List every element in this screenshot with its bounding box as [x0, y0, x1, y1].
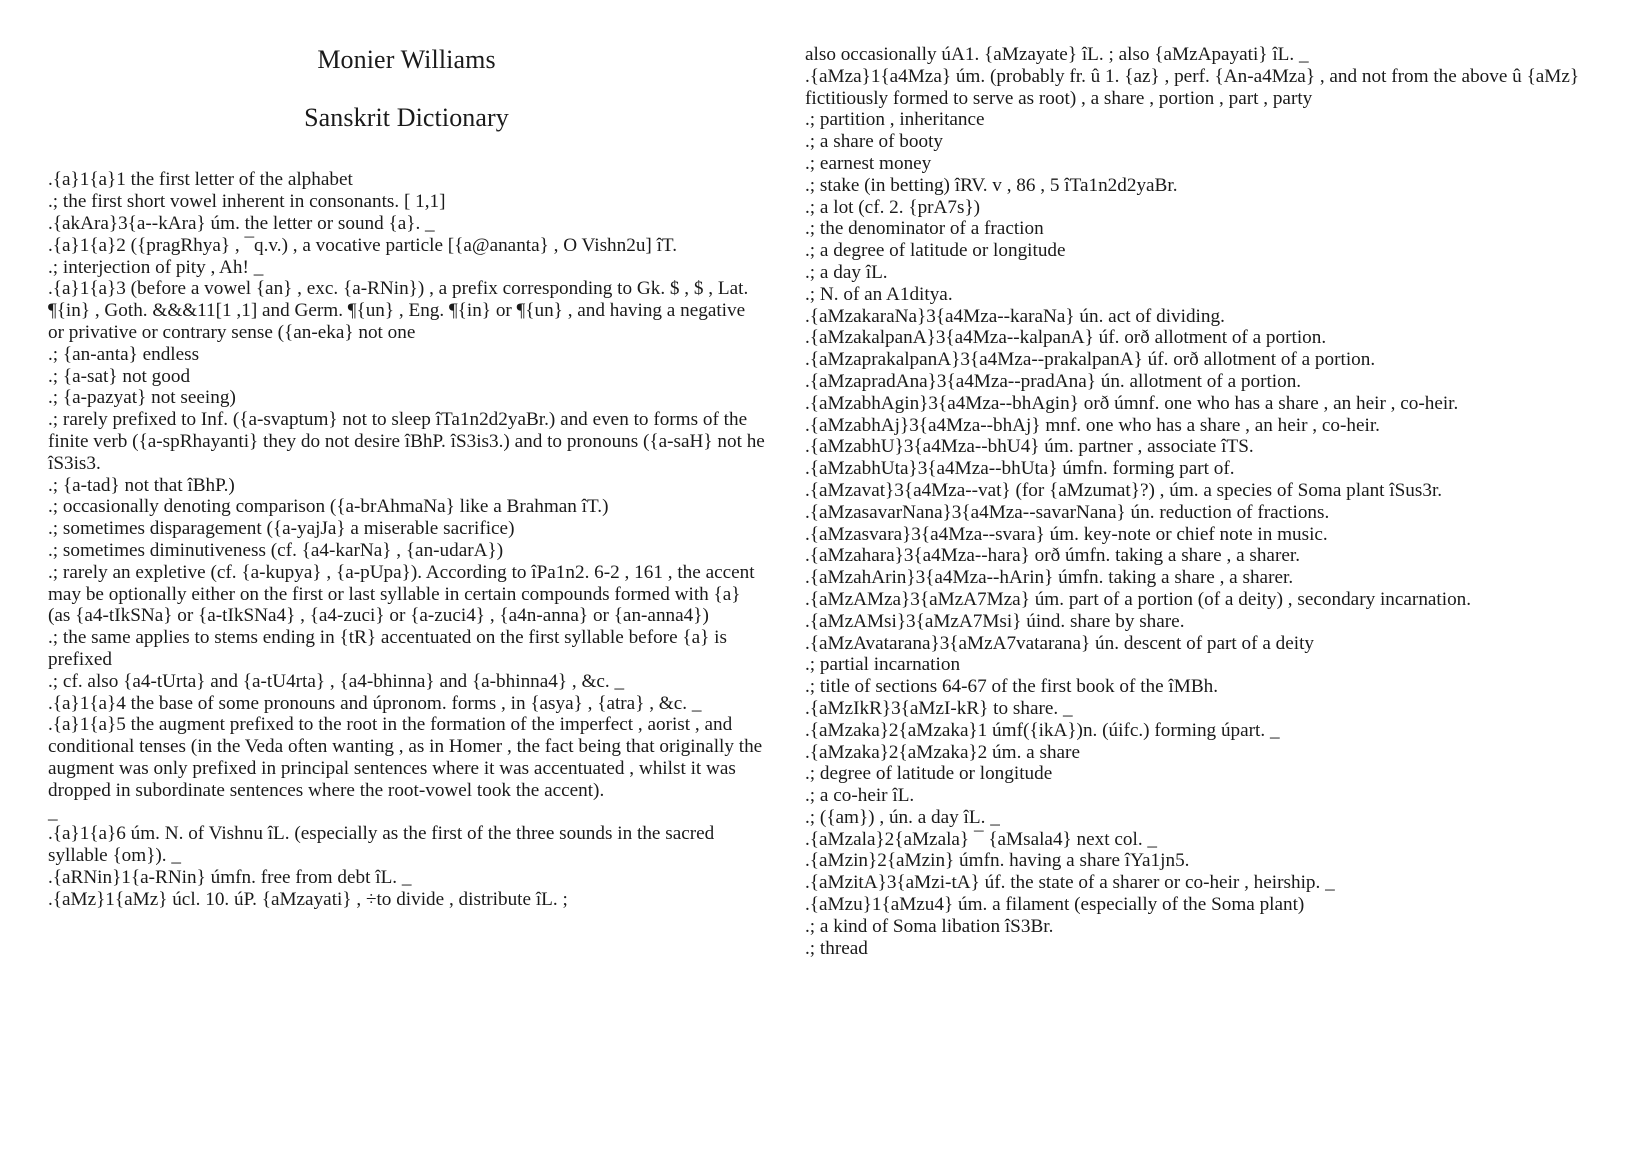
dictionary-entry: .{aMzasavarNana}3{a4Mza--savarNana} ún. reduction of fractions. — [805, 501, 1330, 523]
left-column — [0, 0, 805, 911]
dictionary-entry: .; a lot (cf. 2. {prA7s}) — [805, 196, 981, 218]
dictionary-entry: .{a}1{a}4 the base of some pronouns and úpronom. forms , in {asya} , {atra} , &c. _ — [48, 692, 702, 714]
dictionary-entry: .{aMzapradAna}3{a4Mza--pradAna} ún. allotment of a portion. — [805, 370, 1302, 392]
dictionary-entry: .{aMzAMza}3{aMzA7Mza} úm. part of a portion (of a deity) , secondary incarnation. — [805, 588, 1472, 610]
dictionary-entry: .; stake (in betting) îRV. v , 86 , 5 îTa1n2d2yaBr. — [805, 174, 1178, 196]
dictionary-entry: .; a kind of Soma libation îS3Br. — [805, 915, 1054, 937]
dictionary-entry: .{aMzu}1{aMzu4} úm. a filament (especially of the Soma plant) — [805, 894, 1305, 916]
right-column — [805, 0, 1650, 959]
dictionary-entry: .; a day îL. — [805, 261, 888, 283]
left-column-entries — [48, 169, 765, 910]
dictionary-entry: .; thread — [805, 937, 868, 959]
dictionary-entry: .{aMzahara}3{a4Mza--hara} orð úmfn. taking a share , a sharer. — [805, 545, 1300, 567]
dictionary-entry: .; interjection of pity , Ah! _ — [48, 256, 264, 278]
dictionary-entry: .{aMzabhAgin}3{a4Mza--bhAgin} orð úmnf. one who has a share , an heir , co-heir. — [805, 392, 1459, 414]
dictionary-entry: also occasionally úA1. {aMzayate} îL. ; also {aMzApayati} îL. _ — [805, 44, 1309, 65]
dictionary-entry: .; the denominator of a fraction — [805, 218, 1044, 240]
dictionary-entry: .; degree of latitude or longitude — [805, 763, 1053, 785]
dictionary-entry: .{aMzavat}3{a4Mza--vat} (for {aMzumat}?) , úm. a species of Soma plant îSus3r. — [805, 479, 1443, 501]
document-title-author: Monier Williams — [317, 45, 496, 74]
dictionary-entry: .; the same applies to stems ending in {tR} accentuated on the first syllable before {a} is prefixed — [48, 627, 727, 670]
dictionary-entry: .{a}1{a}2 ({pragRhya} , ¯q.v.) , a vocative particle [{a@ananta} , O Vishn2u] îT. — [48, 234, 678, 256]
dictionary-entry: .{akAra}3{a--kAra} úm. the letter or sound {a}. _ — [48, 213, 435, 235]
dictionary-entry: .; rarely prefixed to Inf. ({a-svaptum} not to sleep îTa1n2d2yaBr.) and even to forms of the finite verb ({a-spRhayanti} they do not desire îBhP. îS3is3.) and to pronouns ({a-saH} not he îS3is3. — [48, 409, 765, 474]
dictionary-entry: .{aMz}1{aMz} úcl. 10. úP. {aMzayati} , ÷to divide , distribute îL. ; — [48, 888, 568, 910]
dictionary-entry: .{aMzaka}2{aMzaka}2 úm. a share — [805, 741, 1080, 763]
dictionary-entry: .; sometimes diminutiveness (cf. {a4-karNa} , {an-udarA}) — [48, 539, 504, 561]
dictionary-entry: .; {a-tad} not that îBhP.) — [48, 474, 235, 496]
dictionary-entry: .; {a-sat} not good — [48, 365, 191, 387]
dictionary-entry: .{aMzakaraNa}3{a4Mza--karaNa} ún. act of dividing. — [805, 305, 1225, 327]
dictionary-entry: .{aMzaka}2{aMzaka}1 úmf({ikA})n. (úifc.) forming úpart. _ — [805, 719, 1280, 741]
dictionary-entry: .; a degree of latitude or longitude — [805, 240, 1066, 262]
dictionary-entry: .{aMzaprakalpanA}3{a4Mza--prakalpanA} úf. orð allotment of a portion. — [805, 349, 1376, 371]
dictionary-entry: .{aMza}1{a4Mza} úm. (probably fr. û 1. {az} , perf. {An-a4Mza} , and not from the above û {aMz} fictitiously formed to serve as root) , a share , portion , part , party — [805, 65, 1580, 109]
document-header — [48, 44, 765, 133]
dictionary-entry: .{aRNin}1{a-RNin} úmfn. free from debt îL. _ — [48, 866, 412, 888]
dictionary-entry: .; a co-heir îL. — [805, 785, 915, 807]
dictionary-entry: .{a}1{a}1 the first letter of the alphabet — [48, 169, 353, 191]
dictionary-entry: .{a}1{a}6 úm. N. of Vishnu îL. (especially as the first of the three sounds in the sacred syllable {om}). _ — [48, 823, 715, 867]
dictionary-entry: .{aMzIkR}3{aMzI-kR} to share. _ — [805, 697, 1073, 719]
document-title-subject: Sanskrit Dictionary — [304, 102, 509, 132]
dictionary-entry: .{aMzakalpanA}3{a4Mza--kalpanA} úf. orð allotment of a portion. — [805, 327, 1327, 349]
dictionary-entry: .; cf. also {a4-tUrta} and {a-tU4rta} , {a4-bhinna} and {a-bhinna4} , &c. _ — [48, 670, 625, 692]
dictionary-entry: .{aMzAvatarana}3{aMzA7vatarana} ún. descent of part of a deity — [805, 632, 1315, 654]
dictionary-entry: .; sometimes disparagement ({a-yajJa} a miserable sacrifice) — [48, 518, 515, 540]
dictionary-entry: .; earnest money — [805, 152, 932, 174]
dictionary-entry: .; N. of an A1ditya. — [805, 283, 953, 305]
dictionary-entry: .; title of sections 64-67 of the first book of the îMBh. — [805, 676, 1219, 698]
dictionary-entry: .; {an-anta} endless — [48, 343, 200, 365]
dictionary-entry: .{aMzAMsi}3{aMzA7Msi} úind. share by share. — [805, 610, 1185, 632]
dictionary-entry: .{aMzasvara}3{a4Mza--svara} úm. key-note or chief note in music. — [805, 523, 1328, 545]
dictionary-entry: .; a share of booty — [805, 131, 944, 153]
dictionary-entry: .{aMzitA}3{aMzi-tA} úf. the state of a sharer or co-heir , heirship. _ — [805, 872, 1335, 894]
dictionary-entry: .; {a-pazyat} not seeing) — [48, 387, 236, 409]
dictionary-entry: .{aMzahArin}3{a4Mza--hArin} úmfn. taking a share , a sharer. — [805, 567, 1294, 589]
dictionary-entry: .; the first short vowel inherent in consonants. [ 1,1] — [48, 191, 446, 213]
dictionary-entry: .; occasionally denoting comparison ({a-brAhmaNa} like a Brahman îT.) — [48, 496, 609, 518]
dictionary-entry: .; rarely an expletive (cf. {a-kupya} , {a-pUpa}). According to îPa1n2. 6-2 , 161 , the accent may be optionally either on the first or last syllable in certain compounds formed with {a} (as {a4-tIkSNa} or {a-tIkSNa4} , {a4-zuci} or {a-zuci4} , {a4n-anna} or {an-anna4}) — [48, 561, 755, 627]
dictionary-entry: .{aMzabhUta}3{a4Mza--bhUta} úmfn. forming part of. — [805, 458, 1235, 480]
dictionary-entry: _ — [48, 801, 58, 823]
dictionary-entry: .; partition , inheritance — [805, 109, 985, 131]
dictionary-entry: .{aMzin}2{aMzin} úmfn. having a share îYa1jn5. — [805, 850, 1190, 872]
dictionary-entry: .{a}1{a}3 (before a vowel {an} , exc. {a-RNin}) , a prefix corresponding to Gk. $ , $ , Lat. ¶{in} , Goth. &&&11[1 ,1] and Germ. ¶{un} , Eng. ¶{in} or ¶{un} , and having a negative or privative or contrary sense ({an-eka} not one — [48, 278, 749, 344]
dictionary-entry: .{aMzabhAj}3{a4Mza--bhAj} mnf. one who has a share , an heir , co-heir. — [805, 414, 1380, 436]
dictionary-entry: .; partial incarnation — [805, 654, 961, 676]
dictionary-entry: .{aMzala}2{aMzala} ¯ {aMsala4} next col. _ — [805, 828, 1158, 850]
right-column-entries — [805, 44, 1600, 959]
dictionary-entry: .{a}1{a}5 the augment prefixed to the root in the formation of the imperfect , aorist , and conditional tenses (in the Veda often wanting , as in Homer , the fact being that originally the augment was only prefixed in principal sentences where it was accentuated , whilst it was dropped in subordinate sentences where the root-vowel took the accent). — [48, 714, 763, 801]
dictionary-entry: .; ({am}) , ún. a day îL. _ — [805, 806, 1000, 828]
dictionary-entry: .{aMzabhU}3{a4Mza--bhU4} úm. partner , associate îTS. — [805, 436, 1254, 458]
